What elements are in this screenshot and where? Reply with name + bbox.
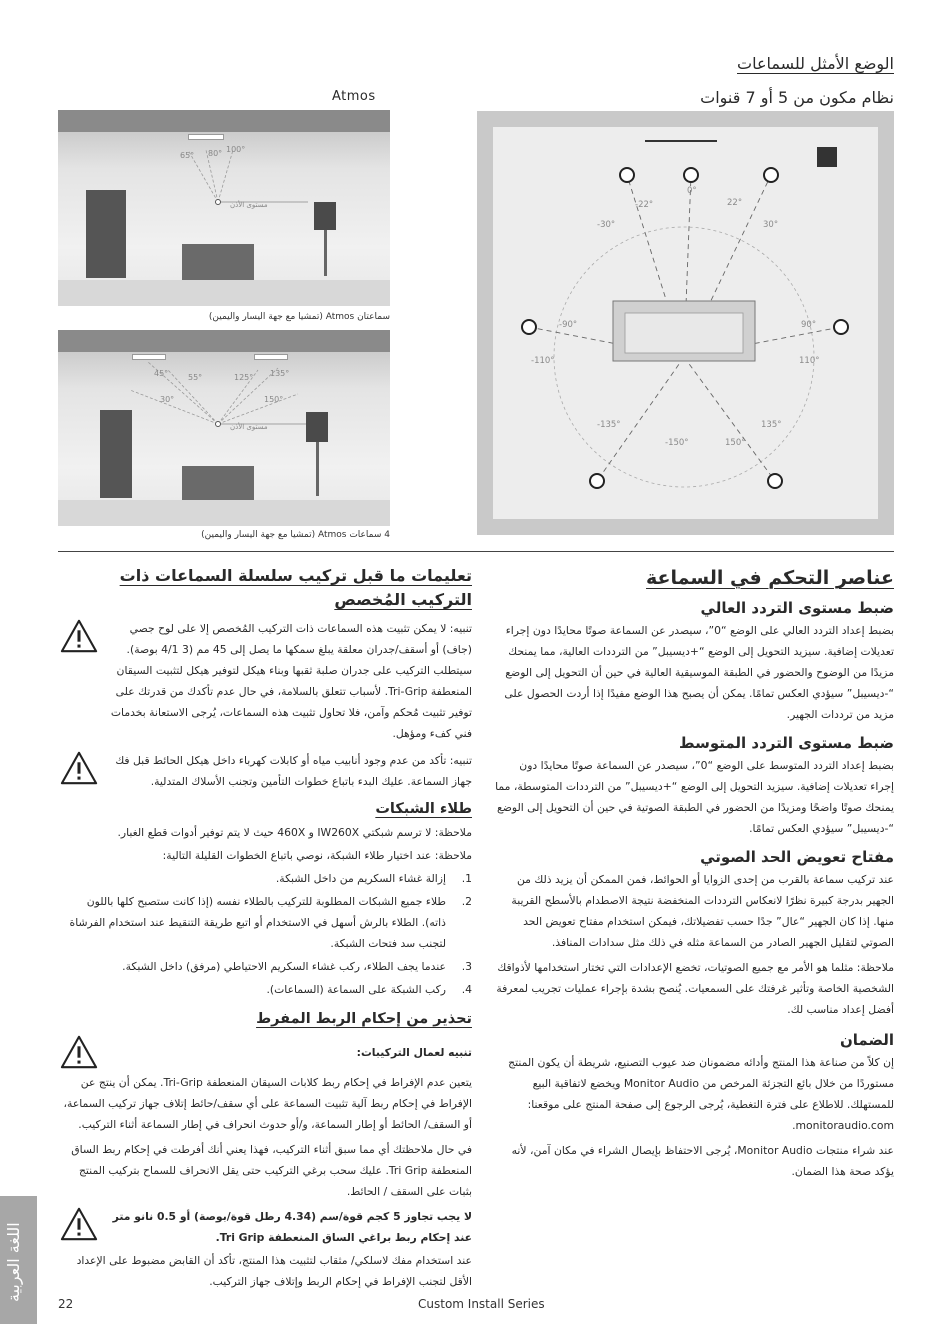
angle-label: 135° — [270, 369, 290, 378]
sofa — [182, 244, 254, 280]
overtight-body: عند استخدام مفك لاسلكي/ مثقاب لتثبيت هذا المنتج، تأكد أن القابض مضبوط على الإعداد الأقل لتجنب الإفراط في إحكام الربط وإتلاف جهاز التركيب. — [76, 1254, 472, 1288]
atmos-four-speaker-figure — [58, 330, 390, 526]
torque-warning-text: لا يجب تجاوز 5 كجم قوة/سم (4.34 رطل قوة/بوصة) أو 0.5 نانو متر عند إحكام ربط براغي الساق المنعطفة Tri Grip. — [112, 1210, 472, 1244]
angle-label: -110° — [531, 356, 555, 366]
paint-step — [60, 956, 472, 977]
front-left-speaker — [620, 168, 634, 182]
step-number: 1. — [461, 872, 472, 885]
paint-step — [60, 868, 472, 889]
paint-heading: طلاء الشبكات — [375, 801, 472, 817]
warning-icon — [60, 1206, 98, 1242]
section-body: بضبط إعداد التردد العالي على الوضع “0”، سيصدر عن السماعة صوتًا محايدًا دون إجراء تعديلات إضافية. سيزيد التحويل إلى الوضع “+ديسيبل” من الترددات العالية، مما يمنحك مزيدًا من الوضوح والحضور في الطبقة الموسيقية العالية في حين أن التحويل إلى الوضع “-ديسيبل” سيؤدي العكس تمامًا. يمكن أن يصبح هذا الوضع مفيدًا إذا أردت الحصول على مزيد من ترددات الجهير. — [504, 624, 894, 721]
overtight-body: في حال ملاحظتك أي مما سبق أثناء التركيب، فهذا يعني أنك أفرطت في إحكام ربط الساق المنعطفة Tri Grip. عليك سحب برغي التركيب حتى يقل الانحراف للسماح بتركيب المنتج بثبات على السقف / الحائط. — [71, 1143, 472, 1198]
atmos-label: Atmos — [332, 89, 376, 104]
paint-note: ملاحظة: عند اختيار طلاء الشبكة، نوصي باتباع الخطوات القليلة التالية: — [162, 849, 472, 862]
warranty-heading: الضمان — [839, 1031, 894, 1049]
angle-label: 135° — [761, 420, 782, 430]
caution-block — [60, 750, 472, 792]
rear-right-speaker — [768, 474, 782, 488]
warning-icon — [60, 618, 98, 654]
installer-warning-block — [60, 1034, 472, 1070]
warning-icon — [60, 750, 98, 786]
angle-label: 45° — [154, 369, 169, 378]
angle-label: -150° — [665, 438, 689, 448]
overtight-body: يتعين عدم الإفراط في إحكام ربط كلابات السيقان المنعطفة Tri-Grip. يمكن أن ينتج عن الإفراط في إحكام ربط آلية تثبيت السماعة على أي سقف/حائط إتلاف جهاز تركيب السماعة، أو السقف/ الحائط أو إطار السماعة، و/أو حدوث انحراف في إطار السماعة أثناء التركيب. — [63, 1076, 472, 1131]
step-text: ركب الشبكة على السماعة (السماعات). — [266, 983, 446, 996]
stand-speaker — [306, 412, 328, 442]
ear-level-label: مستوى الأذن — [230, 423, 268, 431]
page-number: 22 — [58, 1297, 74, 1311]
angle-label: 30° — [763, 220, 779, 230]
center-speaker — [684, 168, 698, 182]
angle-label: 0° — [687, 186, 697, 196]
caution-text: تنبيه: لا يمكن تثبيت هذه السماعات ذات التركيب المُخصص إلا على لوح جصي (جاف) أو أسقف/جدران معلقة يبلغ سمكها ما يصل إلى 45 مم (3 4/1 بوصة). سيتطلب التركيب على جدران صلبة ثقبها وبناء هيكل لتوفير هيكل لتثبيت السيقان المنعطفة Tri-Grip. لأسباب تتعلق بالسلامة، في حال عدم تأكدك من قدرتك على توفير تثبيت مُحكم وآمن، فلا تحاول تثبيت هذه السماعات، يُرجى الاستعانة بخدمات فني كفء ومؤهل. — [110, 622, 472, 740]
paint-step — [60, 979, 472, 1000]
stand-speaker — [314, 202, 336, 230]
overtight-heading: تحذير من إحكام الربط المفرط — [256, 1011, 472, 1027]
angle-label: 150° — [725, 438, 746, 448]
page-title: الوضع الأمثل للسماعات — [737, 54, 894, 73]
angle-label: -90° — [559, 320, 578, 330]
angle-label: 80° — [208, 149, 223, 158]
tower-speaker — [86, 190, 126, 278]
section-body: عند تركيب سماعة بالقرب من إحدى الزوايا أو الحوائط، فمن الممكن أن يزيد ذلك من الجهير بدرجة كبيرة نظرًا لانعكاس الترددات المنخفضة نتيجة الاصطدام بالأسطح القريبة منها. إذا كان الجهير “عال” جدًا حسب تفضيلاتك، فيمكن استخدام مفتاح تعويض الحد الصوتي لتقليل الجهير الصادر من السماعة مثله في ذلك مثل سدادات المنافذ. — [511, 873, 894, 949]
tower-speaker — [100, 410, 132, 498]
section-body: بضبط إعداد التردد المتوسط على الوضع “0”، سيصدر عن السماعة صوتًا محايدًا دون إجراء تعديلات إضافية. سيزيد التحويل إلى الوضع “+ديسيبل” من الترددات المتوسطة، مما يمنحك صوتًا واضحًا ومزيدًا من الحضور في الطبقة الصوتية في حين أن التحويل إلى الوضع “-ديسيبل” سيؤدي العكس تمامًا. — [495, 759, 894, 835]
angle-label: 125° — [234, 373, 254, 382]
angle-label: 100° — [226, 145, 246, 154]
speaker-stand — [324, 230, 327, 276]
angle-label: -135° — [597, 420, 621, 430]
section-note: ملاحظة: مثلما هو الأمر مع جميع الصوتيات، تخضع الإعدادات التي تختار استخدامها لأذواقك الشخصية الخاصة وتأثير غرفتك على السمعيات. يُنصح بشدة بإجراء عمليات تجريب لمعرفة أفضل إعداد مناسب لك. — [496, 961, 894, 1016]
figure-caption: 4 سماعات Atmos (تمشيا مع جهة اليسار واليمين) — [201, 530, 390, 540]
angle-label: 110° — [799, 356, 820, 366]
language-tab-label: اللغة العربية — [4, 1222, 23, 1303]
paint-note: ملاحظة: لا ترسم شبكتي IW260X و 460X حيث لا يتم توفير أدوات قطع الغبار. — [117, 826, 472, 839]
angle-label: 22° — [727, 198, 743, 208]
rear-left-speaker — [590, 474, 604, 488]
caution-block — [60, 618, 472, 744]
torque-warning-block — [60, 1206, 472, 1248]
subwoofer — [817, 147, 837, 167]
plan-drawing — [477, 111, 894, 535]
angle-label: 150° — [264, 395, 284, 404]
section-heading: ضبط مستوى التردد المتوسط — [679, 734, 894, 752]
figure-caption: سماعتان Atmos (تمشيا مع جهة اليسار واليمين) — [208, 312, 390, 322]
warranty-body: عند شراء منتجات Monitor Audio، يُرجى الاحتفاظ بإيصال الشراء في مكان آمن، لأنه يؤكد صحة هذا الضمان. — [511, 1144, 894, 1178]
ear-level-label: مستوى الأذن — [230, 201, 268, 209]
angle-label: -30° — [597, 220, 616, 230]
step-text: طلاء جميع الشبكات المطلوبة للتركيب بالطلاء نفسه (إذا كانت ستصبح كلها باللون ذاته). الطلاء بالرش أسهل في الاستخدام أو اتبع طريقة التنقيط عند استخدام الفرشاة لتجنب سد فتحات الشبكة. — [69, 895, 446, 950]
paint-step — [60, 891, 472, 954]
step-number: 2. — [461, 895, 472, 908]
side-left-speaker — [522, 320, 536, 334]
installation-title: تعليمات ما قبل تركيب سلسلة السماعات ذات التركيب المُخصص — [119, 566, 472, 609]
step-text: إزالة غشاء السكريم من داخل الشبكة. — [275, 872, 446, 885]
warranty-body: إن كلاً من صناعة هذا المنتج وأدائه مضمونان ضد عيوب التصنيع، شريطة أن يكون المنتج مستوردًا من خلال بائع التجزئة المرخص من Monitor Audio ويخضع لاتفاقية البيع للمستهلك. للاطلاع على فترة التغطية، يُرجى الرجوع إلى صفحة المنتج على موقعنا: monitoraudio.com. — [508, 1056, 894, 1132]
section-heading: ضبط مستوى التردد العالي — [700, 599, 894, 617]
angle-label: 30° — [160, 395, 175, 404]
floor — [58, 500, 390, 526]
section-divider — [58, 551, 894, 552]
speaker-controls-title: عناصر التحكم في السماعة — [646, 567, 894, 589]
warning-icon — [60, 1034, 98, 1070]
section-heading: مفتاح تعويض الحد الصوتي — [700, 848, 894, 866]
installer-warning-text: تنبيه لعمال التركيبات: — [356, 1045, 472, 1059]
speaker-controls-column — [494, 566, 894, 1182]
floor — [58, 280, 390, 306]
side-right-speaker — [834, 320, 848, 334]
step-number: 3. — [461, 960, 472, 973]
angle-label: -22° — [635, 200, 654, 210]
series-name: Custom Install Series — [418, 1297, 545, 1311]
installation-column — [60, 564, 472, 1292]
angle-label: 90° — [801, 320, 817, 330]
caution-text: تنبيه: تأكد من عدم وجود أنابيب مياه أو كابلات كهرباء داخل هيكل الحائط قبل فك جهاز السماعة. عليك البدء باتباع خطوات التأمين وتجنب الأسلاك المتدلية. — [115, 754, 472, 788]
angle-label: 65° — [180, 151, 195, 160]
step-number: 4. — [461, 983, 472, 996]
page-subtitle: نظام مكون من 5 أو 7 قنوات — [700, 88, 894, 107]
speaker-stand — [316, 442, 319, 496]
sofa — [182, 466, 254, 500]
front-right-speaker — [764, 168, 778, 182]
angle-label: 55° — [188, 373, 203, 382]
atmos-two-speaker-figure — [58, 110, 390, 306]
step-text: عندما يجف الطلاء، ركب غشاء السكريم الاحتياطي (مرفق) داخل الشبكة. — [122, 960, 446, 973]
speaker-plan-figure — [477, 111, 894, 535]
